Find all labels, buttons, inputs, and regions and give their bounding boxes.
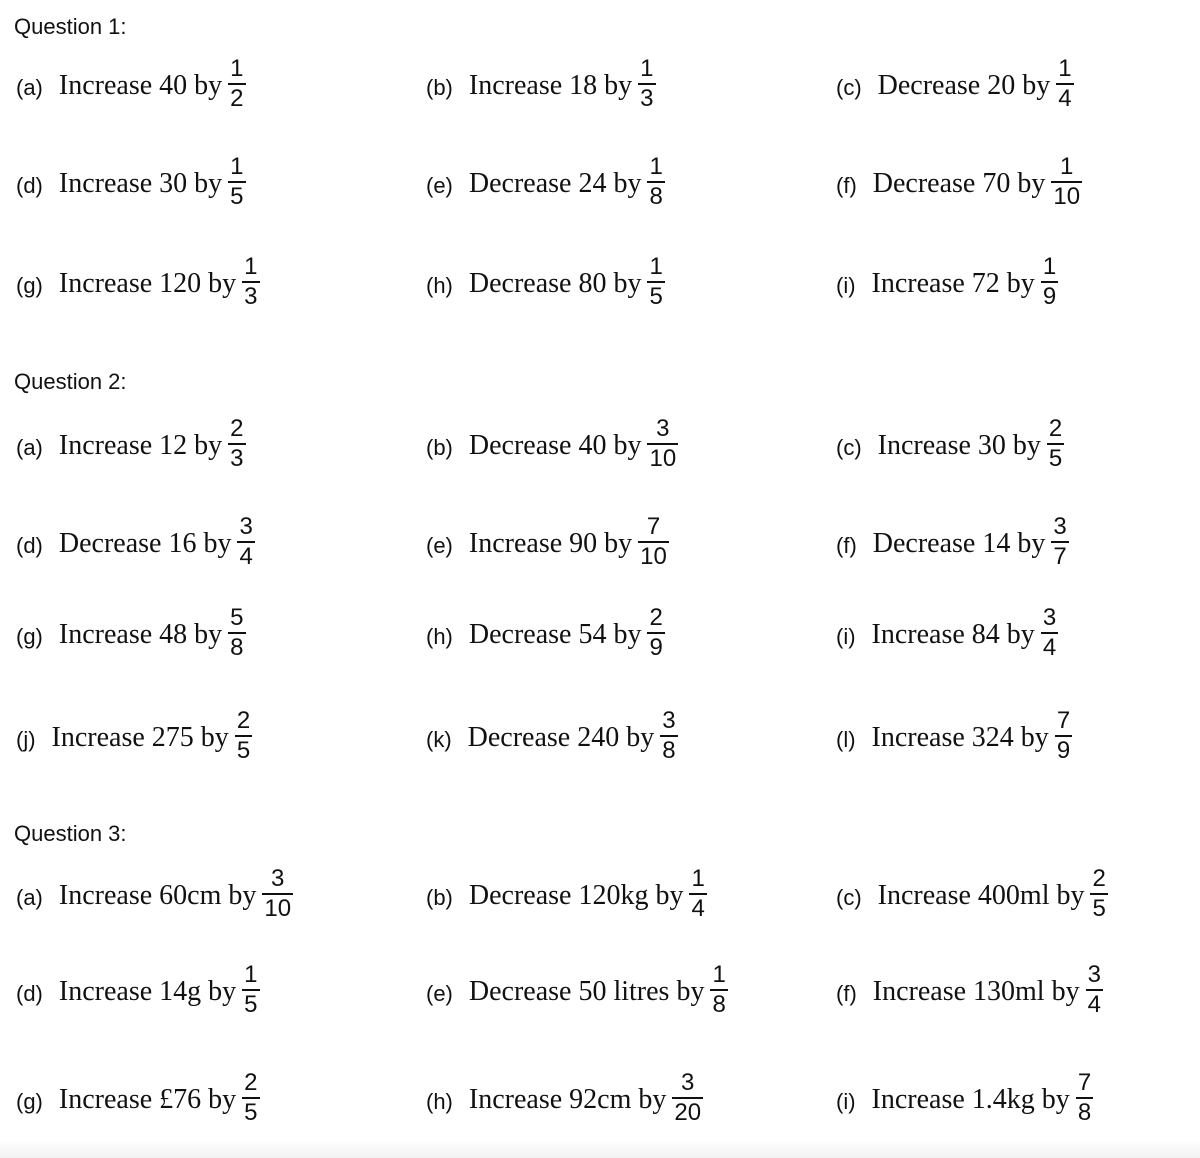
fraction-numerator: 3	[1087, 961, 1101, 988]
question-item	[836, 55, 1074, 114]
fraction-denominator: 9	[649, 634, 663, 661]
fraction-denominator: 8	[1077, 1099, 1092, 1126]
fraction-numerator: 5	[230, 604, 244, 631]
question-item	[16, 415, 246, 474]
fraction-denominator: 10	[649, 445, 677, 472]
fraction-numerator: 2	[230, 415, 244, 442]
fraction	[262, 866, 293, 922]
question-item	[426, 865, 707, 924]
question-1-heading: Question 1:	[14, 14, 127, 39]
item-text: Increase £76 by	[58, 1084, 237, 1115]
item-label: (e)	[426, 173, 453, 198]
item-text: Increase 324 by	[871, 722, 1049, 753]
question-2-heading: Question 2:	[14, 369, 127, 394]
fraction	[647, 605, 664, 661]
item-text: Decrease 14 by	[872, 528, 1046, 559]
fraction-numerator: 7	[1077, 1069, 1092, 1096]
item-text: Increase 12 by	[58, 430, 223, 461]
fraction-numerator: 1	[244, 253, 258, 280]
fraction-denominator: 20	[674, 1099, 702, 1126]
fraction-denominator: 4	[239, 543, 253, 570]
item-text: Increase 120 by	[58, 268, 237, 299]
item-text: Decrease 40 by	[468, 430, 642, 461]
item-label: (h)	[426, 273, 453, 298]
item-label: (c)	[836, 885, 862, 910]
fraction-denominator: 9	[1056, 737, 1071, 764]
fraction-denominator: 5	[649, 283, 663, 310]
fraction-denominator: 8	[712, 991, 726, 1018]
fraction-numerator: 2	[1048, 415, 1063, 442]
item-label: (f)	[836, 533, 857, 558]
fraction-numerator: 1	[649, 153, 663, 180]
fraction-denominator: 5	[230, 183, 244, 210]
fraction	[647, 254, 664, 310]
fraction	[672, 1070, 703, 1126]
fraction-numerator: 3	[271, 865, 285, 892]
question-item	[426, 1069, 703, 1128]
fraction	[638, 514, 669, 570]
fraction-numerator: 2	[236, 707, 251, 734]
question-item	[16, 513, 255, 572]
fraction-denominator: 8	[230, 634, 244, 661]
question-item	[426, 961, 728, 1020]
question-item	[836, 961, 1103, 1020]
item-text: Increase 90 by	[468, 528, 633, 559]
fraction-denominator: 8	[649, 183, 663, 210]
fraction	[1086, 962, 1103, 1018]
fraction	[1041, 605, 1058, 661]
item-text: Increase 30 by	[877, 430, 1041, 461]
fraction-numerator: 1	[1042, 253, 1057, 280]
fraction	[689, 866, 706, 922]
fraction-denominator: 2	[230, 85, 244, 112]
fraction	[242, 962, 259, 1018]
fraction	[1056, 56, 1073, 112]
item-text: Decrease 24 by	[468, 168, 642, 199]
fraction-numerator: 3	[656, 415, 670, 442]
fraction-denominator: 3	[244, 283, 258, 310]
item-label: (f)	[836, 173, 857, 198]
page-bottom-shade	[0, 1140, 1200, 1158]
fraction	[1055, 708, 1072, 764]
question-item	[16, 1069, 260, 1128]
question-item	[16, 707, 252, 766]
fraction-denominator: 10	[1053, 183, 1081, 210]
fraction-numerator: 7	[646, 513, 661, 540]
fraction-denominator: 10	[640, 543, 667, 570]
item-label: (i)	[836, 624, 856, 649]
fraction-denominator: 9	[1042, 283, 1057, 310]
fraction-denominator: 5	[244, 991, 258, 1018]
fraction-denominator: 10	[264, 895, 292, 922]
item-text: Decrease 120kg by	[468, 880, 684, 911]
question-item	[16, 961, 260, 1020]
fraction-numerator: 2	[244, 1069, 258, 1096]
fraction-denominator: 4	[691, 895, 705, 922]
question-item	[426, 153, 665, 212]
item-label: (c)	[836, 75, 862, 100]
item-label: (a)	[16, 885, 43, 910]
fraction	[242, 254, 259, 310]
fraction	[228, 605, 245, 661]
item-label: (h)	[426, 1089, 453, 1114]
question-item	[836, 253, 1058, 312]
item-text: Increase 1.4kg by	[871, 1084, 1070, 1115]
fraction	[228, 154, 245, 210]
fraction-numerator: 1	[691, 865, 705, 892]
item-label: (l)	[836, 727, 856, 752]
fraction	[647, 154, 664, 210]
item-text: Increase 40 by	[58, 70, 223, 101]
question-item	[16, 253, 260, 312]
fraction-numerator: 3	[239, 513, 253, 540]
item-text: Decrease 50 litres by	[468, 976, 705, 1007]
fraction	[647, 416, 678, 472]
item-label: (i)	[836, 1089, 856, 1114]
item-label: (g)	[16, 273, 43, 298]
question-item	[836, 513, 1069, 572]
item-text: Decrease 20 by	[877, 70, 1051, 101]
fraction-numerator: 1	[244, 961, 258, 988]
fraction-numerator: 2	[1092, 865, 1106, 892]
fraction	[237, 514, 254, 570]
fraction-numerator: 3	[681, 1069, 695, 1096]
item-label: (d)	[16, 173, 43, 198]
fraction-numerator: 1	[230, 153, 244, 180]
fraction	[242, 1070, 259, 1126]
item-text: Decrease 70 by	[872, 168, 1046, 199]
fraction	[660, 708, 677, 764]
question-item	[426, 55, 656, 114]
fraction	[1076, 1070, 1093, 1126]
item-label: (e)	[426, 533, 453, 558]
fraction-denominator: 4	[1058, 85, 1072, 112]
fraction-denominator: 4	[1042, 634, 1057, 661]
question-item	[836, 865, 1108, 924]
item-label: (d)	[16, 533, 43, 558]
fraction	[1051, 154, 1082, 210]
fraction	[228, 416, 245, 472]
item-text: Increase 130ml by	[872, 976, 1080, 1007]
item-text: Increase 72 by	[871, 268, 1035, 299]
question-item	[16, 604, 246, 663]
question-item	[836, 1069, 1093, 1128]
fraction-denominator: 3	[640, 85, 654, 112]
question-item	[836, 707, 1072, 766]
fraction-numerator: 1	[1058, 55, 1072, 82]
fraction-numerator: 2	[649, 604, 663, 631]
question-item	[836, 415, 1064, 474]
fraction-numerator: 3	[1042, 604, 1057, 631]
item-text: Increase 84 by	[871, 619, 1035, 650]
fraction-denominator: 5	[236, 737, 251, 764]
item-label: (g)	[16, 1089, 43, 1114]
fraction-denominator: 4	[1087, 991, 1101, 1018]
question-item	[426, 513, 669, 572]
item-label: (k)	[426, 727, 452, 752]
item-text: Decrease 80 by	[468, 268, 642, 299]
question-3-heading: Question 3:	[14, 821, 127, 846]
item-label: (g)	[16, 624, 43, 649]
item-label: (d)	[16, 981, 43, 1006]
fraction	[1047, 416, 1064, 472]
item-label: (b)	[426, 75, 453, 100]
question-item	[426, 604, 665, 663]
fraction-numerator: 7	[1056, 707, 1071, 734]
fraction-denominator: 3	[230, 445, 244, 472]
item-label: (b)	[426, 885, 453, 910]
fraction	[228, 56, 245, 112]
fraction-denominator: 5	[1048, 445, 1063, 472]
item-label: (h)	[426, 624, 453, 649]
item-text: Increase 48 by	[58, 619, 223, 650]
item-text: Decrease 54 by	[468, 619, 642, 650]
fraction	[1090, 866, 1107, 922]
question-item	[426, 707, 678, 766]
item-text: Increase 275 by	[51, 722, 229, 753]
fraction	[235, 708, 252, 764]
fraction-numerator: 3	[662, 707, 676, 734]
question-item	[16, 55, 246, 114]
item-label: (c)	[836, 435, 862, 460]
item-text: Increase 30 by	[58, 168, 223, 199]
item-text: Increase 400ml by	[877, 880, 1085, 911]
item-text: Decrease 240 by	[467, 722, 655, 753]
question-item	[16, 865, 293, 924]
item-label: (a)	[16, 435, 43, 460]
question-item	[426, 253, 665, 312]
item-text: Increase 14g by	[58, 976, 237, 1007]
fraction	[710, 962, 727, 1018]
fraction-denominator: 5	[1092, 895, 1106, 922]
item-label: (a)	[16, 75, 43, 100]
item-text: Increase 92cm by	[468, 1084, 667, 1115]
question-item	[836, 153, 1082, 212]
fraction	[638, 56, 655, 112]
item-text: Increase 60cm by	[58, 880, 257, 911]
item-text: Decrease 16 by	[58, 528, 232, 559]
item-label: (b)	[426, 435, 453, 460]
fraction-numerator: 1	[712, 961, 726, 988]
question-item	[426, 415, 678, 474]
fraction	[1041, 254, 1058, 310]
fraction-numerator: 1	[649, 253, 663, 280]
item-label: (i)	[836, 273, 856, 298]
item-label: (f)	[836, 981, 857, 1006]
item-text: Increase 18 by	[468, 70, 633, 101]
fraction-numerator: 1	[640, 55, 654, 82]
question-item	[16, 153, 246, 212]
question-item	[836, 604, 1058, 663]
fraction-numerator: 1	[1060, 153, 1074, 180]
fraction-numerator: 3	[1053, 513, 1067, 540]
item-label: (j)	[16, 727, 36, 752]
fraction-denominator: 7	[1053, 543, 1067, 570]
fraction-denominator: 5	[244, 1099, 258, 1126]
fraction-denominator: 8	[662, 737, 676, 764]
fraction-numerator: 1	[230, 55, 244, 82]
item-label: (e)	[426, 981, 453, 1006]
fraction	[1051, 514, 1068, 570]
